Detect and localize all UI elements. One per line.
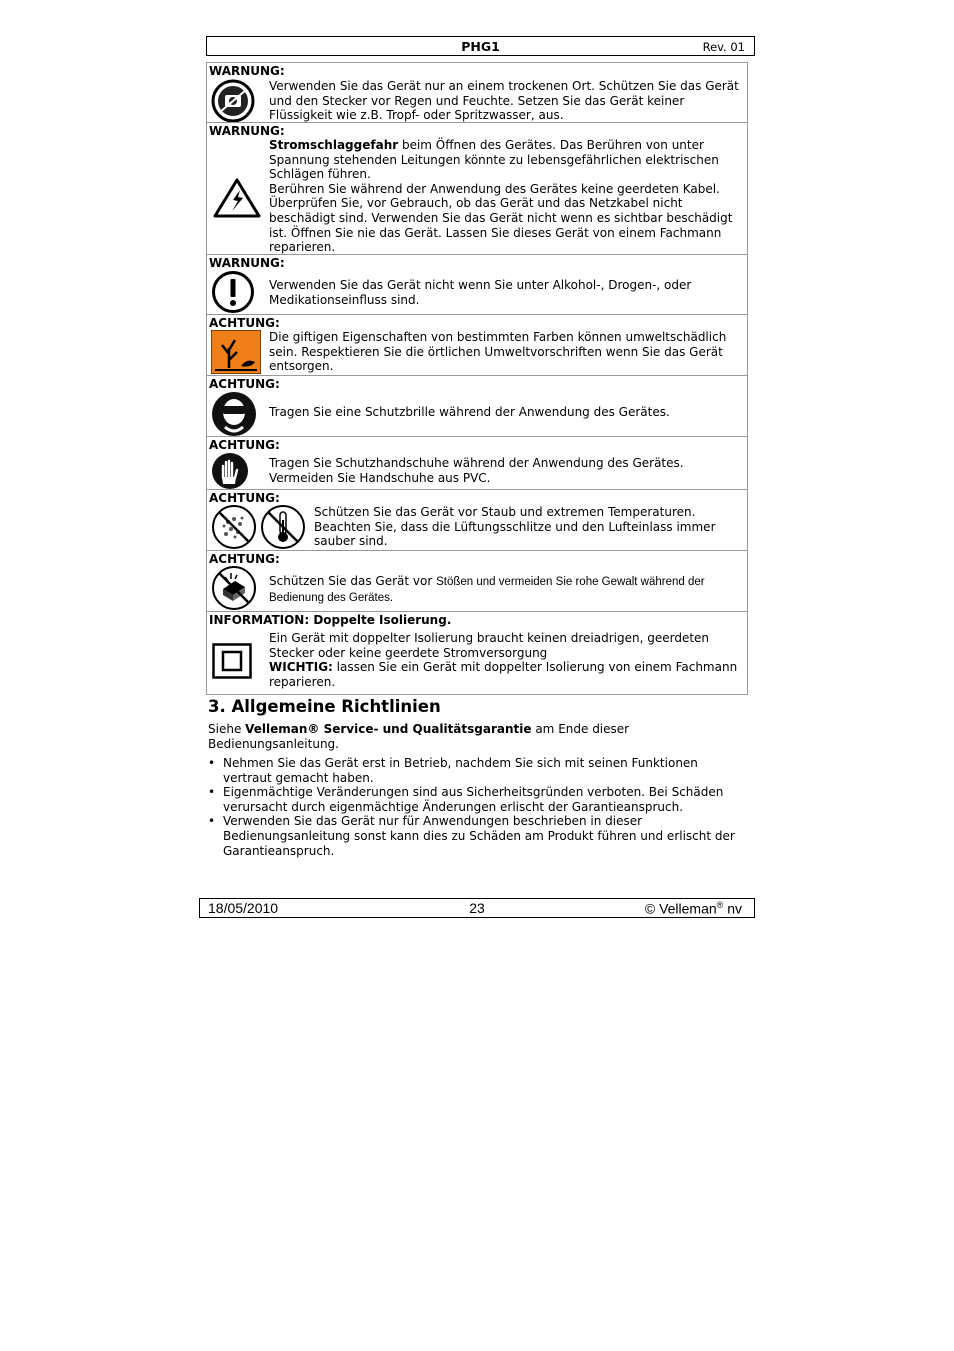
safety-section (207, 436, 747, 489)
section-label: WARNUNG: (209, 64, 285, 78)
section-label: ACHTUNG: (209, 552, 280, 566)
section-label: ACHTUNG: (209, 491, 280, 505)
safety-section (207, 550, 747, 611)
footer-copyright (645, 900, 742, 917)
footer-date: 18/05/2010 (208, 900, 279, 916)
environment-hazard-icon (211, 330, 261, 374)
list-item: • Verwenden Sie das Gerät nur für Anwendungen beschrieben in dieser Bedienungsanleitung sonst kann dies zu Schäden am Produkt führen und erlischt der Garantieanspruch. (208, 814, 748, 858)
electric-shock-icon (213, 178, 261, 218)
text-part: Ein Gerät mit doppelter Isolierung braucht keinen dreiadrigen, geerdeten Stecker oder keine geerdete Stromversorgung (269, 631, 710, 660)
section-text (269, 574, 745, 605)
section-label: ACHTUNG: (209, 438, 280, 452)
section-label: WARNUNG: (209, 124, 285, 138)
safety-section (207, 254, 747, 314)
safety-section (207, 489, 747, 550)
section-text: Die giftigen Eigenschaften von bestimmten Farben können umweltschädlich sein. Respektieren Sie die örtlichen Umweltvorschriften wenn Sie das Gerät entsorgen. (269, 330, 727, 374)
intro-paragraph (208, 722, 728, 751)
safety-section (207, 63, 747, 122)
no-shock-icon (211, 565, 257, 611)
text-part: © Velleman (644, 900, 717, 917)
section-label: ACHTUNG: (209, 377, 280, 391)
dry-location-icon (211, 79, 255, 123)
safety-section (207, 375, 747, 436)
section-label: ACHTUNG: (209, 316, 280, 330)
page-number: 23 (469, 900, 485, 916)
bold-text: Stromschlaggefahr (269, 138, 399, 152)
no-dust-icon (211, 504, 257, 550)
registered-mark: ® (716, 900, 724, 910)
page-footer (199, 898, 755, 918)
text-part: Schützen Sie das Gerät vor (269, 574, 437, 588)
section-text: Verwenden Sie das Gerät nur an einem trockenen Ort. Schützen Sie das Gerät und den Stecker vor Regen und Feuchte. Setzen Sie das Gerät keiner Flüssigkeit wie z.B. Tropf- oder Spritzwasser, aus. (269, 79, 739, 123)
list-item: • Nehmen Sie das Gerät erst in Betrieb, nachdem Sie sich mit seinen Funktionen vertraut gemacht haben. (208, 756, 748, 785)
model-title: PHG1 (461, 39, 500, 54)
guideline-list (208, 756, 748, 858)
section-text: Tragen Sie eine Schutzbrille während der Anwendung des Gerätes. (269, 405, 670, 419)
text-part: Stößen und vermeiden Sie rohe Gewalt während der Bedienung des Gerätes. (269, 576, 705, 604)
text-part: nv (723, 900, 742, 917)
page-header (206, 36, 755, 56)
text-part: lassen Sie ein Gerät mit doppelter Isolierung von einem Fachmann reparieren. (269, 660, 738, 689)
bold-text: WICHTIG: (269, 660, 333, 675)
double-insulation-icon (212, 643, 252, 679)
section-text: Schützen Sie das Gerät vor Staub und extremen Temperaturen. Beachten Sie, dass die Lüftungsschlitze und den Lufteinlass immer sauber sind. (314, 505, 716, 549)
section-label: INFORMATION: Doppelte Isolierung. (209, 613, 452, 627)
safety-goggles-icon (211, 391, 257, 437)
safety-section (207, 611, 747, 694)
text-part: Berühren Sie während der Anwendung des Gerätes keine geerdeten Kabel. Überprüfen Sie, vor Gebrauch, ob das Gerät und das Netzkabel nicht beschädigt sind. Verwenden Sie das Gerät nicht wenn es sichtbar beschädigt ist. Öffnen Sie nie das Gerät. Lassen Sie dieses Gerät von einem Fachmann reparieren. (269, 181, 733, 255)
exclamation-icon (211, 270, 255, 314)
revision: Rev. 01 (702, 40, 745, 54)
safety-section (207, 314, 747, 375)
section-heading: 3. Allgemeine Richtlinien (208, 697, 441, 716)
section-text (269, 138, 745, 255)
safety-section (207, 122, 747, 254)
safety-table (206, 62, 748, 695)
list-item: • Eigenmächtige Veränderungen sind aus Sicherheitsgründen verboten. Bei Schäden verursacht durch eigenmächtige Änderungen erlischt der Garantieanspruch. (208, 785, 748, 814)
no-temperature-icon (260, 504, 306, 550)
section-text: Verwenden Sie das Gerät nicht wenn Sie unter Alkohol-, Drogen-, oder Medikationseinfluss sind. (269, 278, 692, 307)
text-part: Siehe (208, 722, 246, 736)
section-text (269, 631, 745, 689)
protective-gloves-icon (211, 452, 249, 490)
text-part: beim Öffnen des Gerätes. Das Berühren von unter Spannung stehenden Leitungen könnte zu lebensgefährlichen elektrischen Schlägen führen. (269, 138, 719, 182)
bold-text: Velleman® Service- und Qualitätsgarantie (245, 722, 532, 736)
text-part: am Ende dieser Bedienungsanleitung. (208, 722, 630, 751)
section-label: WARNUNG: (209, 256, 285, 270)
section-text: Tragen Sie Schutzhandschuhe während der Anwendung des Gerätes. Vermeiden Sie Handschuhe aus PVC. (269, 456, 684, 485)
